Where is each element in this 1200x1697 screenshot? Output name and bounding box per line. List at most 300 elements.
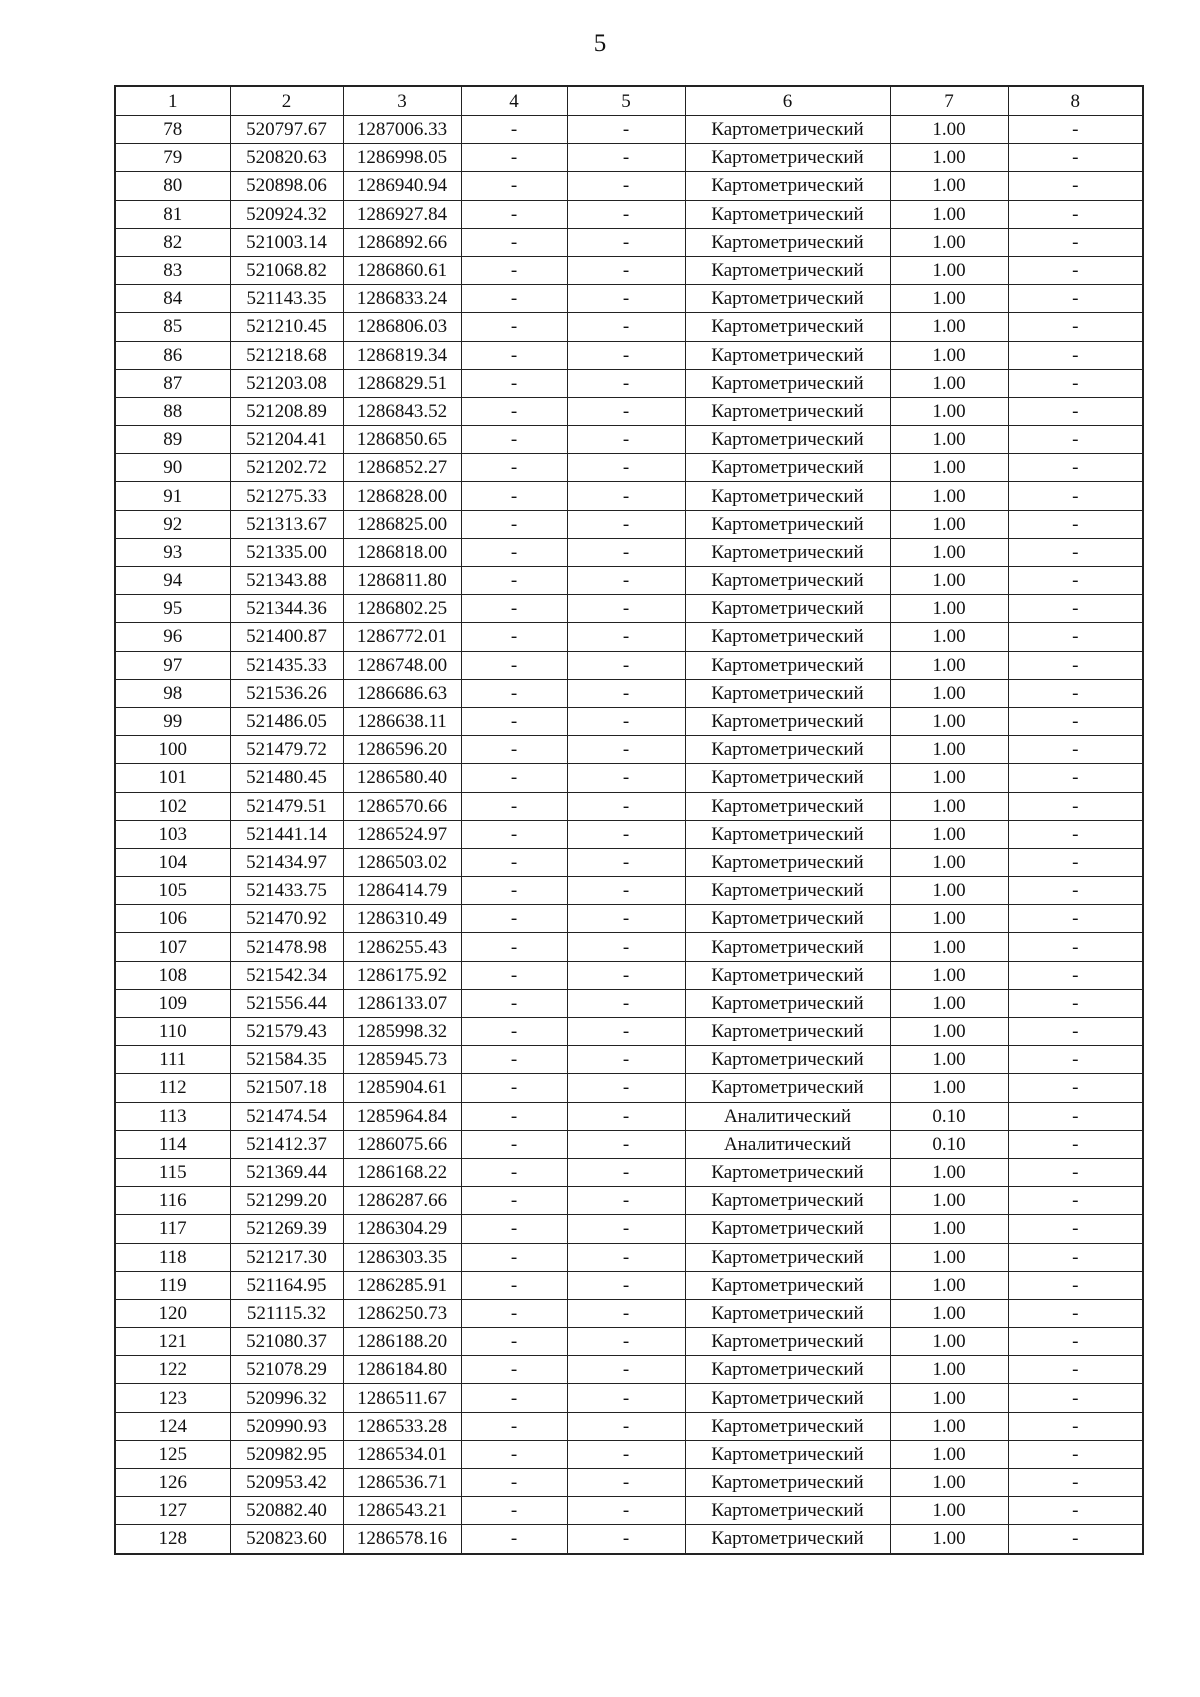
point-number-cell: 111	[115, 1046, 230, 1074]
col8-cell: -	[1008, 510, 1143, 538]
col8-cell: -	[1008, 1046, 1143, 1074]
col5-cell: -	[567, 1328, 685, 1356]
col4-cell: -	[461, 679, 567, 707]
table-row	[115, 567, 1143, 595]
x-coordinate-cell: 521441.14	[230, 820, 343, 848]
col5-cell: -	[567, 454, 685, 482]
col8-cell: -	[1008, 764, 1143, 792]
col5-cell: -	[567, 567, 685, 595]
y-coordinate-cell: 1286580.40	[343, 764, 461, 792]
point-number-cell: 126	[115, 1469, 230, 1497]
col5-cell: -	[567, 1525, 685, 1554]
y-coordinate-cell: 1286250.73	[343, 1299, 461, 1327]
table-row	[115, 848, 1143, 876]
method-cell: Картометрический	[685, 567, 890, 595]
y-coordinate-cell: 1286998.05	[343, 144, 461, 172]
col8-cell: -	[1008, 397, 1143, 425]
point-number-cell: 108	[115, 961, 230, 989]
point-number-cell: 107	[115, 933, 230, 961]
accuracy-cell: 1.00	[890, 623, 1008, 651]
col8-cell: -	[1008, 1130, 1143, 1158]
col4-cell: -	[461, 1215, 567, 1243]
col4-cell: -	[461, 1469, 567, 1497]
accuracy-cell: 1.00	[890, 538, 1008, 566]
col8-cell: -	[1008, 1018, 1143, 1046]
x-coordinate-cell: 521275.33	[230, 482, 343, 510]
accuracy-cell: 1.00	[890, 651, 1008, 679]
method-cell: Картометрический	[685, 764, 890, 792]
col5-cell: -	[567, 1299, 685, 1327]
col4-cell: -	[461, 848, 567, 876]
table-row	[115, 228, 1143, 256]
method-cell: Картометрический	[685, 538, 890, 566]
accuracy-cell: 1.00	[890, 1328, 1008, 1356]
col4-cell: -	[461, 313, 567, 341]
col8-cell: -	[1008, 144, 1143, 172]
col8-cell: -	[1008, 116, 1143, 144]
col4-cell: -	[461, 1018, 567, 1046]
point-number-cell: 91	[115, 482, 230, 510]
point-number-cell: 80	[115, 172, 230, 200]
column-header: 4	[461, 86, 567, 116]
y-coordinate-cell: 1286843.52	[343, 397, 461, 425]
table-body	[115, 86, 1143, 1554]
x-coordinate-cell: 520990.93	[230, 1412, 343, 1440]
col4-cell: -	[461, 1328, 567, 1356]
table-row	[115, 369, 1143, 397]
point-number-cell: 97	[115, 651, 230, 679]
col8-cell: -	[1008, 1384, 1143, 1412]
x-coordinate-cell: 521115.32	[230, 1299, 343, 1327]
y-coordinate-cell: 1286168.22	[343, 1158, 461, 1186]
point-number-cell: 93	[115, 538, 230, 566]
col5-cell: -	[567, 933, 685, 961]
table-row	[115, 482, 1143, 510]
x-coordinate-cell: 520924.32	[230, 200, 343, 228]
x-coordinate-cell: 521335.00	[230, 538, 343, 566]
column-header: 7	[890, 86, 1008, 116]
table-row	[115, 313, 1143, 341]
point-number-cell: 85	[115, 313, 230, 341]
accuracy-cell: 1.00	[890, 764, 1008, 792]
accuracy-cell: 1.00	[890, 1074, 1008, 1102]
y-coordinate-cell: 1286892.66	[343, 228, 461, 256]
accuracy-cell: 1.00	[890, 1158, 1008, 1186]
y-coordinate-cell: 1286310.49	[343, 905, 461, 933]
col8-cell: -	[1008, 172, 1143, 200]
col4-cell: -	[461, 820, 567, 848]
point-number-cell: 120	[115, 1299, 230, 1327]
y-coordinate-cell: 1286806.03	[343, 313, 461, 341]
x-coordinate-cell: 521579.43	[230, 1018, 343, 1046]
col4-cell: -	[461, 764, 567, 792]
column-header: 5	[567, 86, 685, 116]
col4-cell: -	[461, 454, 567, 482]
col5-cell: -	[567, 1074, 685, 1102]
table-row	[115, 510, 1143, 538]
y-coordinate-cell: 1287006.33	[343, 116, 461, 144]
point-number-cell: 112	[115, 1074, 230, 1102]
col5-cell: -	[567, 397, 685, 425]
point-number-cell: 114	[115, 1130, 230, 1158]
x-coordinate-cell: 521208.89	[230, 397, 343, 425]
point-number-cell: 124	[115, 1412, 230, 1440]
col5-cell: -	[567, 369, 685, 397]
method-cell: Картометрический	[685, 369, 890, 397]
col5-cell: -	[567, 651, 685, 679]
col8-cell: -	[1008, 567, 1143, 595]
method-cell: Картометрический	[685, 707, 890, 735]
col5-cell: -	[567, 792, 685, 820]
col5-cell: -	[567, 736, 685, 764]
col8-cell: -	[1008, 538, 1143, 566]
col4-cell: -	[461, 1243, 567, 1271]
table-row	[115, 1271, 1143, 1299]
col4-cell: -	[461, 1130, 567, 1158]
point-number-cell: 100	[115, 736, 230, 764]
table-row	[115, 426, 1143, 454]
y-coordinate-cell: 1286188.20	[343, 1328, 461, 1356]
col4-cell: -	[461, 1102, 567, 1130]
point-number-cell: 81	[115, 200, 230, 228]
col5-cell: -	[567, 228, 685, 256]
x-coordinate-cell: 521507.18	[230, 1074, 343, 1102]
col4-cell: -	[461, 1074, 567, 1102]
y-coordinate-cell: 1286570.66	[343, 792, 461, 820]
point-number-cell: 82	[115, 228, 230, 256]
accuracy-cell: 1.00	[890, 228, 1008, 256]
method-cell: Картометрический	[685, 848, 890, 876]
col5-cell: -	[567, 1102, 685, 1130]
x-coordinate-cell: 521344.36	[230, 595, 343, 623]
col8-cell: -	[1008, 1299, 1143, 1327]
accuracy-cell: 1.00	[890, 1299, 1008, 1327]
x-coordinate-cell: 520953.42	[230, 1469, 343, 1497]
col4-cell: -	[461, 228, 567, 256]
method-cell: Картометрический	[685, 482, 890, 510]
col8-cell: -	[1008, 1497, 1143, 1525]
method-cell: Картометрический	[685, 1469, 890, 1497]
method-cell: Картометрический	[685, 1187, 890, 1215]
table-row	[115, 341, 1143, 369]
method-cell: Картометрический	[685, 679, 890, 707]
method-cell: Картометрический	[685, 256, 890, 284]
point-number-cell: 79	[115, 144, 230, 172]
table-row	[115, 764, 1143, 792]
table-row	[115, 256, 1143, 284]
table-row	[115, 1074, 1143, 1102]
method-cell: Картометрический	[685, 397, 890, 425]
table-row	[115, 538, 1143, 566]
column-header: 1	[115, 86, 230, 116]
col8-cell: -	[1008, 256, 1143, 284]
col4-cell: -	[461, 595, 567, 623]
accuracy-cell: 1.00	[890, 707, 1008, 735]
method-cell: Картометрический	[685, 820, 890, 848]
y-coordinate-cell: 1286536.71	[343, 1469, 461, 1497]
accuracy-cell: 1.00	[890, 1412, 1008, 1440]
table-row	[115, 961, 1143, 989]
point-number-cell: 121	[115, 1328, 230, 1356]
point-number-cell: 105	[115, 877, 230, 905]
col8-cell: -	[1008, 961, 1143, 989]
accuracy-cell: 1.00	[890, 989, 1008, 1017]
col5-cell: -	[567, 1046, 685, 1074]
x-coordinate-cell: 521479.72	[230, 736, 343, 764]
accuracy-cell: 1.00	[890, 792, 1008, 820]
point-number-cell: 87	[115, 369, 230, 397]
page-number: 5	[593, 30, 607, 57]
accuracy-cell: 1.00	[890, 933, 1008, 961]
y-coordinate-cell: 1286686.63	[343, 679, 461, 707]
col5-cell: -	[567, 200, 685, 228]
y-coordinate-cell: 1286829.51	[343, 369, 461, 397]
x-coordinate-cell: 521080.37	[230, 1328, 343, 1356]
table-row	[115, 820, 1143, 848]
table-row	[115, 1384, 1143, 1412]
col4-cell: -	[461, 116, 567, 144]
accuracy-cell: 1.00	[890, 1215, 1008, 1243]
accuracy-cell: 1.00	[890, 848, 1008, 876]
col8-cell: -	[1008, 285, 1143, 313]
accuracy-cell: 1.00	[890, 1469, 1008, 1497]
accuracy-cell: 0.10	[890, 1130, 1008, 1158]
col8-cell: -	[1008, 820, 1143, 848]
col5-cell: -	[567, 1356, 685, 1384]
method-cell: Картометрический	[685, 1243, 890, 1271]
accuracy-cell: 1.00	[890, 1243, 1008, 1271]
col8-cell: -	[1008, 933, 1143, 961]
method-cell: Картометрический	[685, 313, 890, 341]
y-coordinate-cell: 1286414.79	[343, 877, 461, 905]
col4-cell: -	[461, 1158, 567, 1186]
x-coordinate-cell: 521210.45	[230, 313, 343, 341]
point-number-cell: 101	[115, 764, 230, 792]
col5-cell: -	[567, 848, 685, 876]
col5-cell: -	[567, 623, 685, 651]
method-cell: Картометрический	[685, 228, 890, 256]
method-cell: Картометрический	[685, 651, 890, 679]
x-coordinate-cell: 520882.40	[230, 1497, 343, 1525]
accuracy-cell: 1.00	[890, 397, 1008, 425]
col5-cell: -	[567, 426, 685, 454]
point-number-cell: 125	[115, 1440, 230, 1468]
accuracy-cell: 1.00	[890, 116, 1008, 144]
table-row	[115, 1102, 1143, 1130]
point-number-cell: 116	[115, 1187, 230, 1215]
method-cell: Картометрический	[685, 200, 890, 228]
accuracy-cell: 1.00	[890, 510, 1008, 538]
col8-cell: -	[1008, 651, 1143, 679]
col5-cell: -	[567, 1158, 685, 1186]
accuracy-cell: 1.00	[890, 341, 1008, 369]
col8-cell: -	[1008, 989, 1143, 1017]
col5-cell: -	[567, 1469, 685, 1497]
table-row	[115, 1440, 1143, 1468]
col4-cell: -	[461, 426, 567, 454]
method-cell: Аналитический	[685, 1102, 890, 1130]
x-coordinate-cell: 521369.44	[230, 1158, 343, 1186]
y-coordinate-cell: 1286184.80	[343, 1356, 461, 1384]
col8-cell: -	[1008, 877, 1143, 905]
method-cell: Картометрический	[685, 116, 890, 144]
table-row	[115, 397, 1143, 425]
x-coordinate-cell: 520982.95	[230, 1440, 343, 1468]
table-row	[115, 877, 1143, 905]
y-coordinate-cell: 1286303.35	[343, 1243, 461, 1271]
col8-cell: -	[1008, 1440, 1143, 1468]
table-row	[115, 1469, 1143, 1497]
col5-cell: -	[567, 482, 685, 510]
x-coordinate-cell: 521313.67	[230, 510, 343, 538]
col4-cell: -	[461, 1440, 567, 1468]
x-coordinate-cell: 521435.33	[230, 651, 343, 679]
col8-cell: -	[1008, 1243, 1143, 1271]
point-number-cell: 119	[115, 1271, 230, 1299]
col4-cell: -	[461, 651, 567, 679]
point-number-cell: 98	[115, 679, 230, 707]
col5-cell: -	[567, 1130, 685, 1158]
y-coordinate-cell: 1285998.32	[343, 1018, 461, 1046]
y-coordinate-cell: 1286748.00	[343, 651, 461, 679]
method-cell: Картометрический	[685, 1018, 890, 1046]
accuracy-cell: 1.00	[890, 313, 1008, 341]
point-number-cell: 117	[115, 1215, 230, 1243]
x-coordinate-cell: 520996.32	[230, 1384, 343, 1412]
x-coordinate-cell: 521003.14	[230, 228, 343, 256]
x-coordinate-cell: 521204.41	[230, 426, 343, 454]
col4-cell: -	[461, 1187, 567, 1215]
y-coordinate-cell: 1286285.91	[343, 1271, 461, 1299]
method-cell: Картометрический	[685, 1158, 890, 1186]
col8-cell: -	[1008, 1356, 1143, 1384]
method-cell: Картометрический	[685, 426, 890, 454]
col5-cell: -	[567, 877, 685, 905]
table-row	[115, 989, 1143, 1017]
point-number-cell: 118	[115, 1243, 230, 1271]
col4-cell: -	[461, 792, 567, 820]
method-cell: Картометрический	[685, 989, 890, 1017]
accuracy-cell: 1.00	[890, 200, 1008, 228]
col5-cell: -	[567, 1384, 685, 1412]
col5-cell: -	[567, 1215, 685, 1243]
y-coordinate-cell: 1285945.73	[343, 1046, 461, 1074]
table-row	[115, 651, 1143, 679]
method-cell: Картометрический	[685, 1497, 890, 1525]
col5-cell: -	[567, 707, 685, 735]
col4-cell: -	[461, 933, 567, 961]
col5-cell: -	[567, 538, 685, 566]
col5-cell: -	[567, 989, 685, 1017]
col8-cell: -	[1008, 623, 1143, 651]
accuracy-cell: 1.00	[890, 144, 1008, 172]
col4-cell: -	[461, 961, 567, 989]
column-header: 2	[230, 86, 343, 116]
x-coordinate-cell: 521536.26	[230, 679, 343, 707]
x-coordinate-cell: 521218.68	[230, 341, 343, 369]
x-coordinate-cell: 521078.29	[230, 1356, 343, 1384]
method-cell: Картометрический	[685, 623, 890, 651]
table-row	[115, 792, 1143, 820]
method-cell: Картометрический	[685, 510, 890, 538]
method-cell: Картометрический	[685, 1384, 890, 1412]
x-coordinate-cell: 521217.30	[230, 1243, 343, 1271]
x-coordinate-cell: 520820.63	[230, 144, 343, 172]
method-cell: Картометрический	[685, 961, 890, 989]
x-coordinate-cell: 521068.82	[230, 256, 343, 284]
col8-cell: -	[1008, 369, 1143, 397]
accuracy-cell: 0.10	[890, 1102, 1008, 1130]
accuracy-cell: 1.00	[890, 905, 1008, 933]
method-cell: Картометрический	[685, 1215, 890, 1243]
point-number-cell: 106	[115, 905, 230, 933]
y-coordinate-cell: 1286828.00	[343, 482, 461, 510]
accuracy-cell: 1.00	[890, 1271, 1008, 1299]
col8-cell: -	[1008, 1102, 1143, 1130]
y-coordinate-cell: 1286819.34	[343, 341, 461, 369]
col4-cell: -	[461, 538, 567, 566]
col5-cell: -	[567, 510, 685, 538]
y-coordinate-cell: 1286304.29	[343, 1215, 461, 1243]
table-row	[115, 1158, 1143, 1186]
table-row	[115, 1328, 1143, 1356]
point-number-cell: 113	[115, 1102, 230, 1130]
y-coordinate-cell: 1286802.25	[343, 595, 461, 623]
table-row	[115, 1046, 1143, 1074]
accuracy-cell: 1.00	[890, 595, 1008, 623]
x-coordinate-cell: 521474.54	[230, 1102, 343, 1130]
table-row	[115, 285, 1143, 313]
point-number-cell: 88	[115, 397, 230, 425]
col8-cell: -	[1008, 707, 1143, 735]
x-coordinate-cell: 521486.05	[230, 707, 343, 735]
col4-cell: -	[461, 567, 567, 595]
method-cell: Картометрический	[685, 877, 890, 905]
method-cell: Картометрический	[685, 172, 890, 200]
table-row	[115, 905, 1143, 933]
accuracy-cell: 1.00	[890, 1356, 1008, 1384]
point-number-cell: 110	[115, 1018, 230, 1046]
col4-cell: -	[461, 1046, 567, 1074]
col4-cell: -	[461, 482, 567, 510]
y-coordinate-cell: 1285964.84	[343, 1102, 461, 1130]
table-row	[115, 1356, 1143, 1384]
method-cell: Картометрический	[685, 454, 890, 482]
table-row	[115, 1018, 1143, 1046]
point-number-cell: 86	[115, 341, 230, 369]
table-row	[115, 144, 1143, 172]
point-number-cell: 90	[115, 454, 230, 482]
col8-cell: -	[1008, 679, 1143, 707]
col8-cell: -	[1008, 341, 1143, 369]
col5-cell: -	[567, 679, 685, 707]
col4-cell: -	[461, 285, 567, 313]
table-row	[115, 172, 1143, 200]
method-cell: Картометрический	[685, 1046, 890, 1074]
accuracy-cell: 1.00	[890, 1384, 1008, 1412]
col4-cell: -	[461, 1299, 567, 1327]
method-cell: Картометрический	[685, 1525, 890, 1554]
col8-cell: -	[1008, 905, 1143, 933]
point-number-cell: 128	[115, 1525, 230, 1554]
y-coordinate-cell: 1286534.01	[343, 1440, 461, 1468]
x-coordinate-cell: 521203.08	[230, 369, 343, 397]
method-cell: Картометрический	[685, 1328, 890, 1356]
table-row	[115, 1525, 1143, 1554]
table-row	[115, 1299, 1143, 1327]
col4-cell: -	[461, 1525, 567, 1554]
y-coordinate-cell: 1286133.07	[343, 989, 461, 1017]
